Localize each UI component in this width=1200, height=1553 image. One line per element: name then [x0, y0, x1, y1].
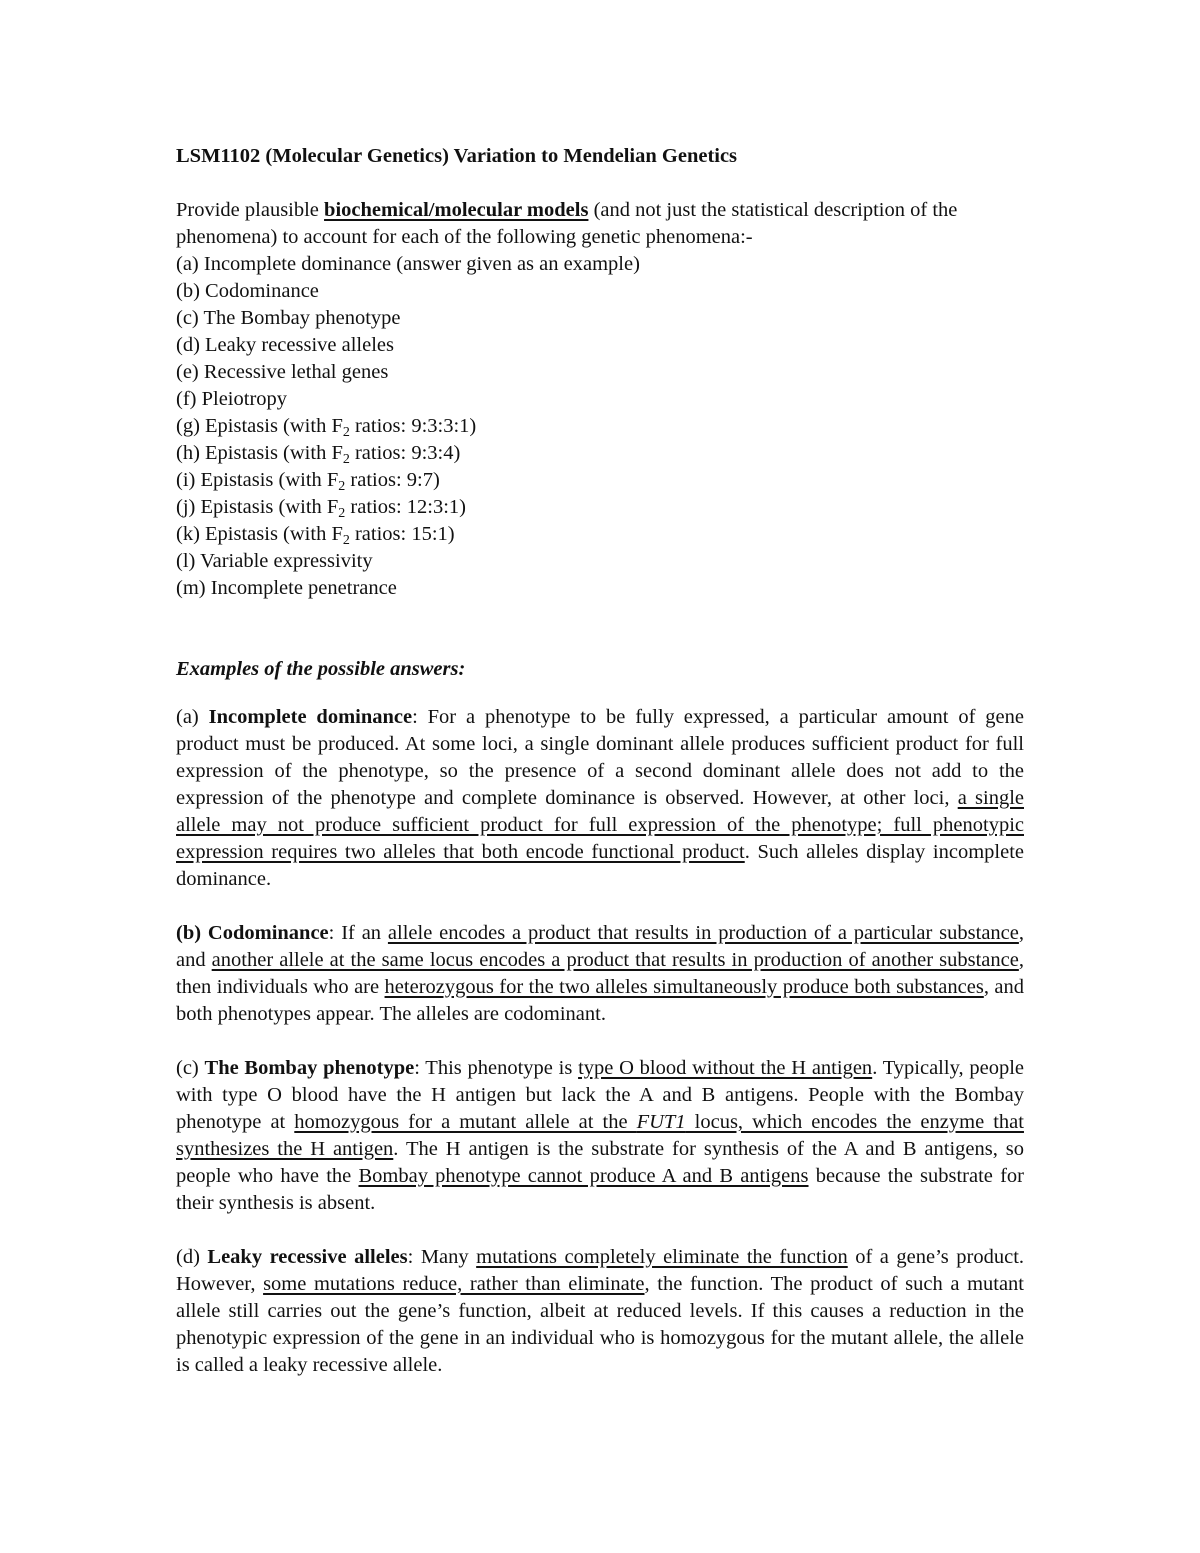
document-page: [176, 143, 1024, 1406]
question-item: (j) Epistasis (with $F_2$ ratios: 12:3:1): [176, 496, 467, 521]
question-item: (b) Codominance: [176, 280, 319, 302]
answer-leaky-recessive: (d) Leaky recessive alleles: Many mutations completely eliminate the function of a gene’s product. However, some mutations reduce, rather than eliminate, the function. The product of such a mutant allele still carries out the gene’s function, albeit at reduced levels. If this causes a reduction in the phenotypic expression of the gene in an individual who is homozygous for the mutant allele, the allele is called a leaky recessive allele.: [176, 1245, 1025, 1376]
question-item: (e) Recessive lethal genes: [176, 361, 389, 383]
instructions: [176, 197, 1024, 602]
question-item: (f) Pleiotropy: [176, 388, 288, 410]
document-title: LSM1102 (Molecular Genetics) Variation to Mendelian Genetics: [176, 145, 738, 167]
instructions-text: Provide plausible biochemical/molecular models (and not just the statistical description of the phenomena) to account for each of the following genetic phenomena:-: [176, 199, 958, 248]
question-item: (g) Epistasis (with $F_2$ ratios: 9:3:3:1): [176, 415, 477, 440]
emphasis-models: biochemical/molecular models: [324, 199, 589, 221]
question-item: (a) Incomplete dominance (answer given as an example): [176, 253, 640, 275]
answer-bombay-phenotype: (c) The Bombay phenotype: This phenotype is type O blood without the H antigen. Typically, people with type O blood have the H antigen but lack the A and B antigens. People with the Bombay phenotype at homozygous for a mutant allele at the FUT1 locus, which encodes the enzyme that synthesizes the H antigen. The H antigen is the substrate for synthesis of the A and B antigens, so people who have the Bombay phenotype cannot produce A and B antigens because the substrate for their synthesis is absent.: [176, 1056, 1025, 1214]
question-item: (d) Leaky recessive alleles: [176, 334, 394, 356]
answer-codominance: (b) Codominance: If an allele encodes a product that results in production of a particular substance, and another allele at the same locus encodes a product that results in production of another substance, then individuals who are heterozygous for the two alleles simultaneously produce both substances, and both phenotypes appear. The alleles are codominant.: [176, 921, 1025, 1025]
question-item: (m) Incomplete penetrance: [176, 577, 397, 599]
question-item: (k) Epistasis (with $F_2$ ratios: 15:1): [176, 523, 455, 548]
question-item: (h) Epistasis (with $F_2$ ratios: 9:3:4): [176, 442, 461, 467]
question-list: [176, 251, 1024, 602]
question-item: (c) The Bombay phenotype: [176, 307, 401, 329]
question-item: (l) Variable expressivity: [176, 550, 373, 572]
question-item: (i) Epistasis (with $F_2$ ratios: 9:7): [176, 469, 440, 494]
examples-heading: Examples of the possible answers:: [176, 658, 466, 680]
answer-incomplete-dominance: (a) Incomplete dominance: For a phenotype to be fully expressed, a particular amount of gene product must be produced. At some loci, a single dominant allele produces sufficient product for full expression of the phenotype, so the presence of a second dominant allele does not add to the expression of the phenotype and complete dominance is observed. However, at other loci, a single allele may not produce sufficient product for full expression of the phenotype; full phenotypic expression requires two alleles that both encode functional product. Such alleles display incomplete dominance.: [176, 705, 1024, 890]
